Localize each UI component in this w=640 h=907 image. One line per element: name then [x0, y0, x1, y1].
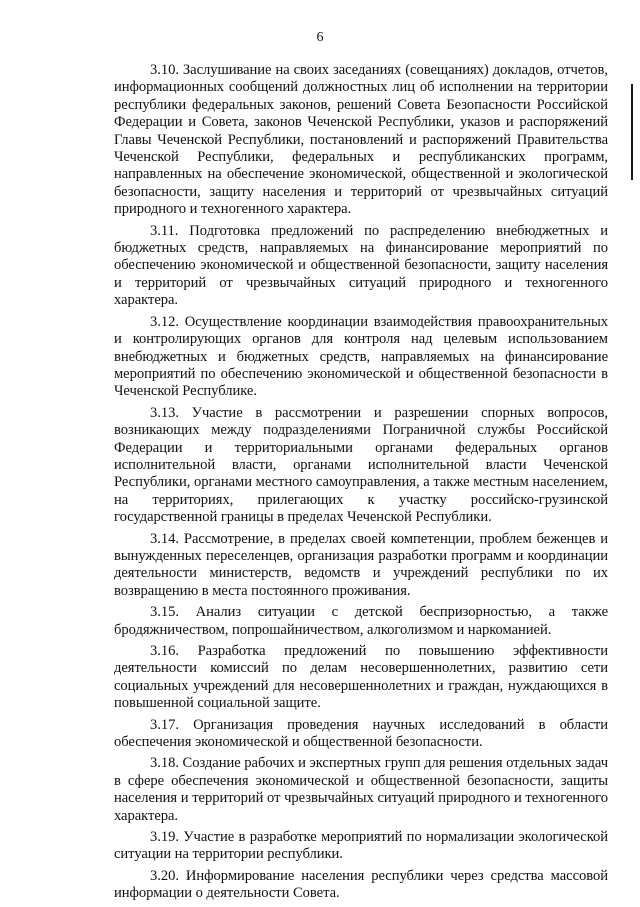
document-body: [114, 62, 608, 907]
paragraph-3-13: 3.13. Участие в рассмотрении и разрешении спорных вопросов, возникающих между подразделениями Пограничной службы Российской Федерации и территориальными органами федеральных органов исполнительной власти, органами исполнительной власти Чеченской Республики, органами местного самоуправления, а также местным населением, на территориях, прилегающих к участку российско-грузинской государственной границы в пределах Чеченской Республики.: [114, 404, 608, 526]
paragraph-3-16: 3.16. Разработка предложений по повышению эффективности деятельности комиссий по делам несовершеннолетних, развитию сети социальных учреждений для несовершеннолетних и граждан, нуждающихся в повышенной социальной защите.: [114, 643, 608, 712]
paragraph-3-14: 3.14. Рассмотрение, в пределах своей компетенции, проблем беженцев и вынужденных переселенцев, организация разработки программ и координации деятельности министерств, ведомств и учреждений республики по их возвращению в места постоянного проживания.: [114, 530, 608, 599]
paragraph-3-20: 3.20. Информирование населения республики через средства массовой информации о деятельности Совета.: [114, 867, 608, 902]
paragraph-3-18: 3.18. Создание рабочих и экспертных групп для решения отдельных задач в сфере обеспечения экономической и общественной безопасности, защиты населения и территорий от чрезвычайных ситуаций природного и техногенного характера.: [114, 755, 608, 824]
scan-edge-line: [631, 84, 633, 180]
page-number: 6: [316, 30, 324, 45]
paragraph-3-15: 3.15. Анализ ситуации с детской беспризорностью, а также бродяжничеством, попрошайничеством, алкоголизмом и наркоманией.: [114, 604, 608, 638]
paragraph-3-19: 3.19. Участие в разработке мероприятий по нормализации экологической ситуации на территории республики.: [114, 829, 608, 863]
paragraph-3-10: 3.10. Заслушивание на своих заседаниях (совещаниях) докладов, отчетов, информационных сообщений должностных лиц об исполнении на территории республики федеральных законов, решений Совета Безопасности Российской Федерации и Совета, законов Чеченской Республики, указов и распоряжений Главы Чеченской Республики, постановлений и распоряжений Правительства Чеченской Республики, федеральных и республиканских программ, направленных на обеспечение экономической, общественной и экологической безопасности, защиту населения и территорий от чрезвычайных ситуаций природного и техногенного характера.: [114, 62, 608, 218]
paragraph-3-17: 3.17. Организация проведения научных исследований в области обеспечения экономической и общественной безопасности.: [114, 716, 608, 751]
paragraph-3-12: 3.12. Осуществление координации взаимодействия правоохранительных и контролирующих органов для контроля над целевым использованием внебюджетных и бюджетных средств, направляемых на финансирование мероприятий по обеспечению экономической и общественной безопасности в Чеченской Республике.: [114, 313, 608, 400]
paragraph-3-11: 3.11. Подготовка предложений по распределению внебюджетных и бюджетных средств, направляемых на финансирование мероприятий по обеспечению экономической и общественной безопасности, защиту населения и территорий от чрезвычайных ситуаций природного и техногенного характера.: [114, 222, 608, 309]
